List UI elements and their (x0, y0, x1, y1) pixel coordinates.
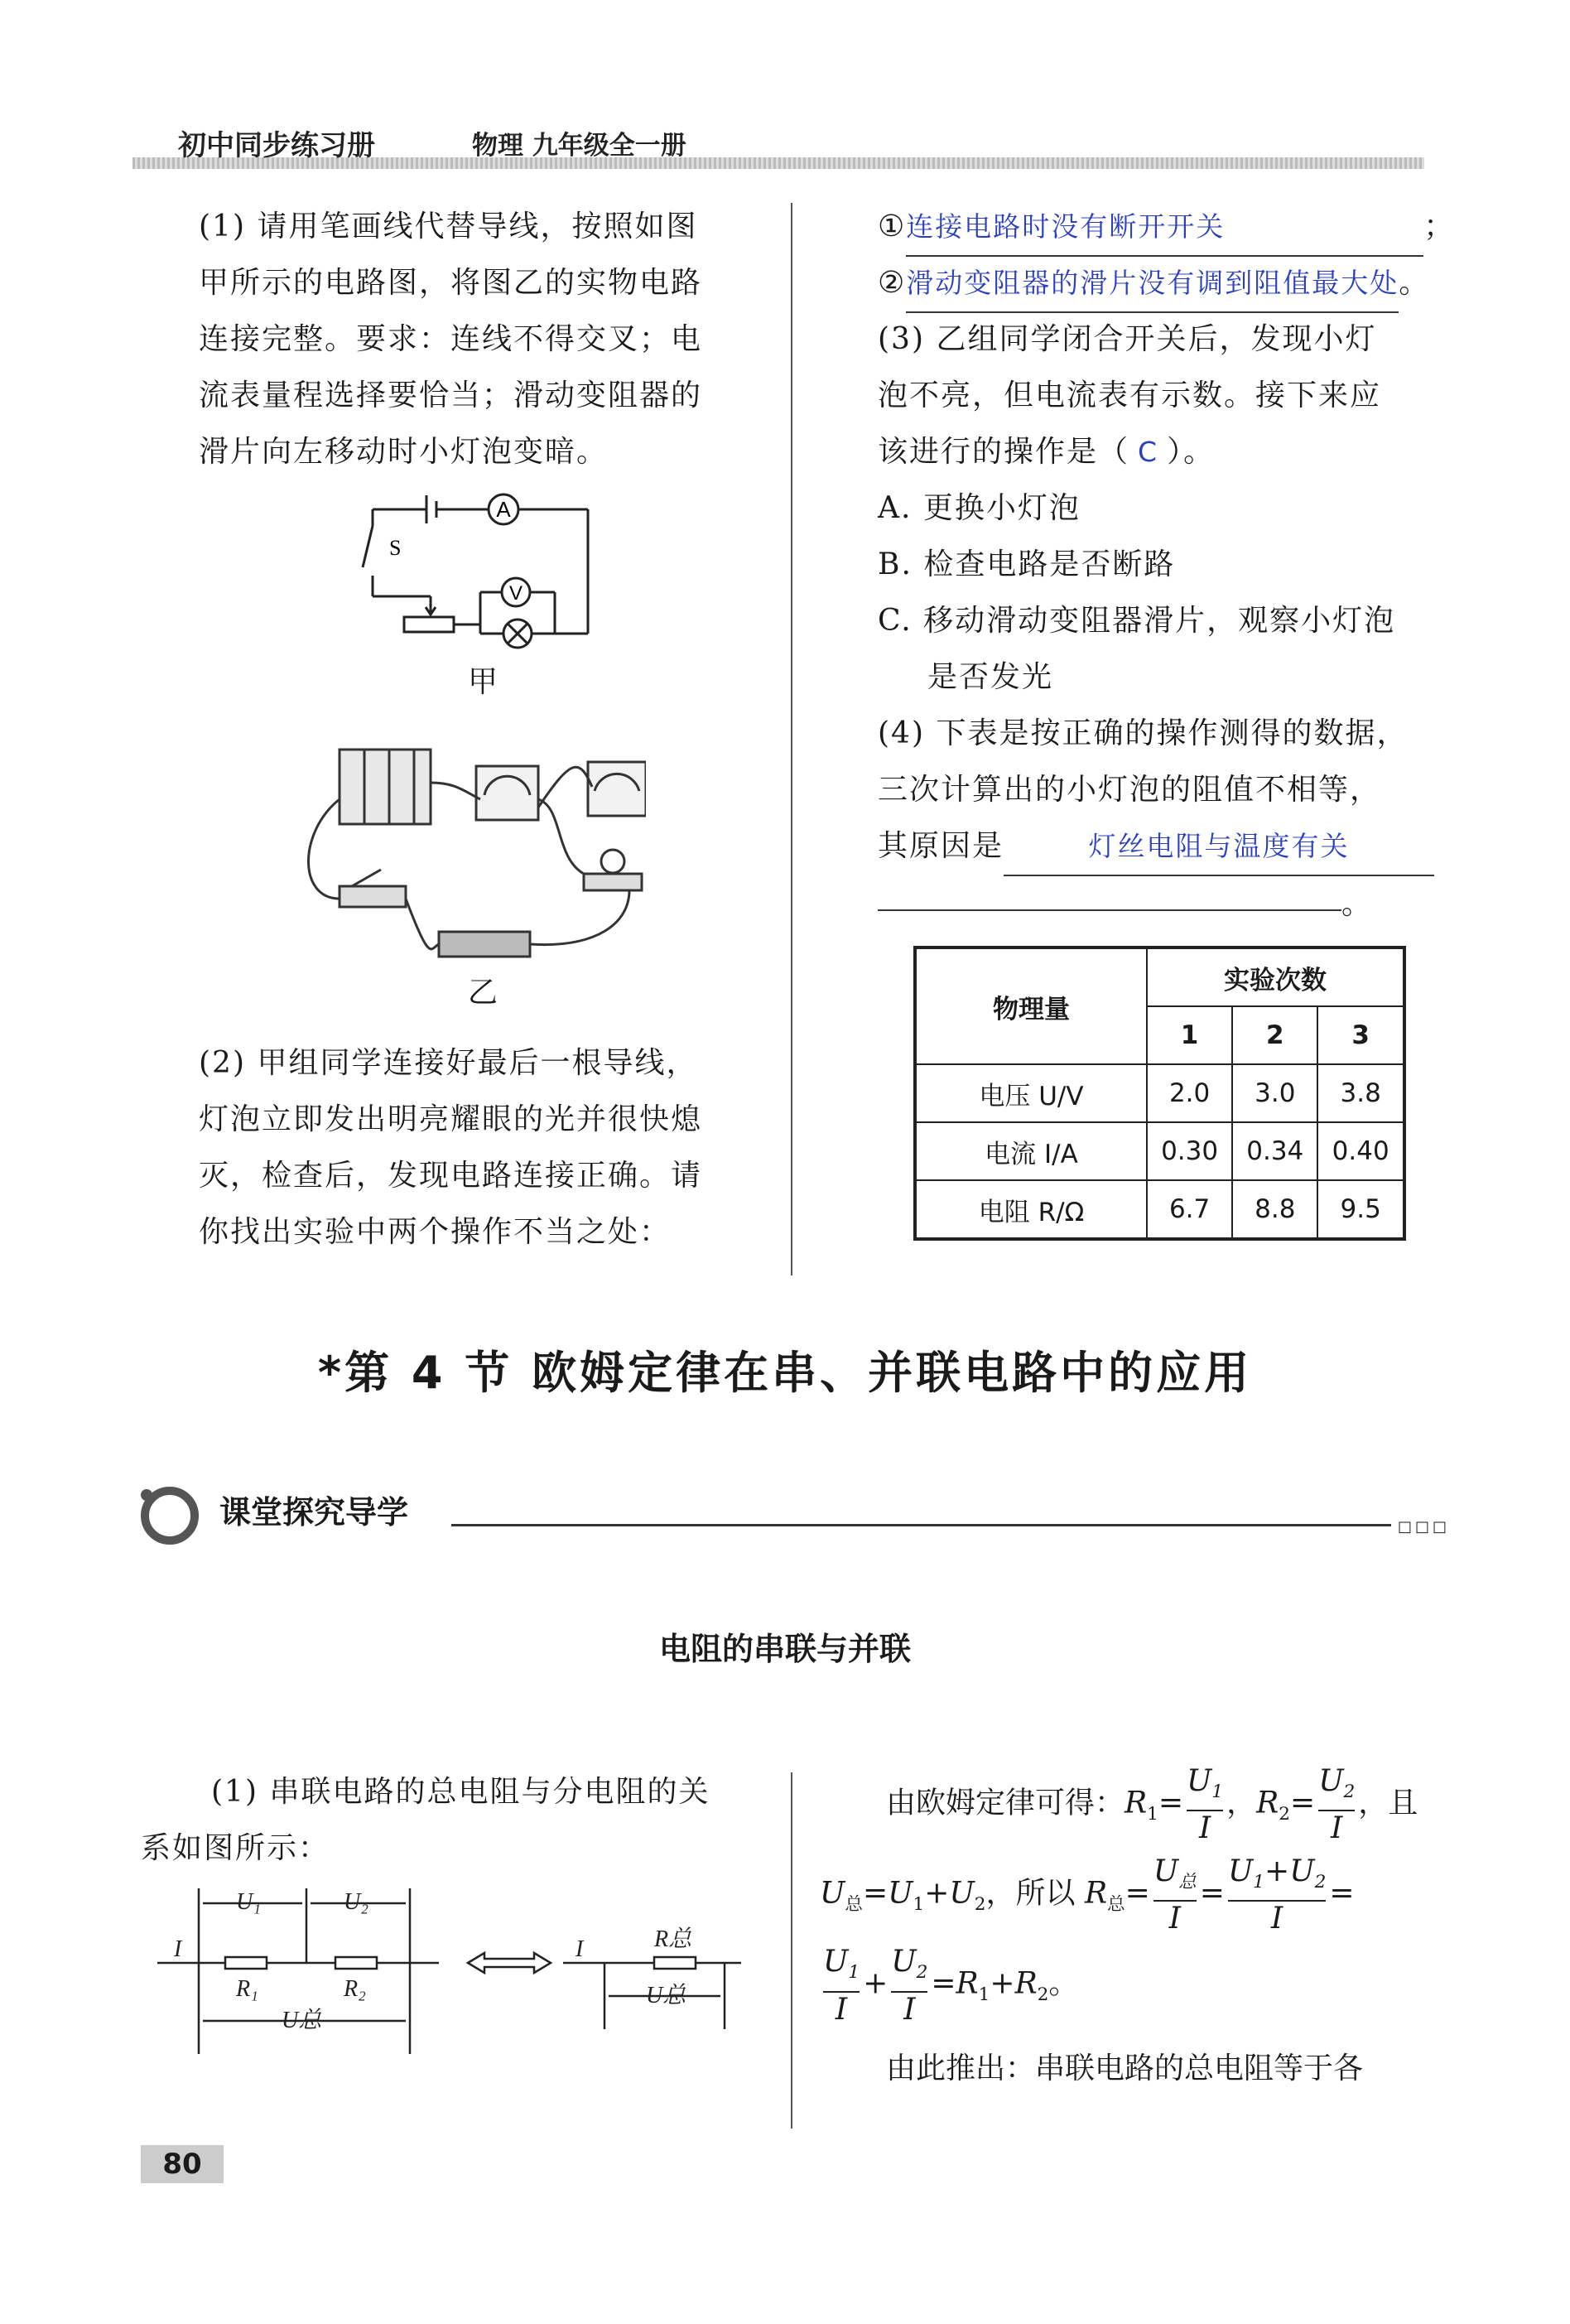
banner-title: 课堂探究导学 (219, 1494, 409, 1531)
label-u2: U₂ (344, 1889, 368, 1915)
question-3: (3) 乙组同学闭合开关后，发现小灯 泡不亮，但电流表有示数。接下来应 该进行的操作是（ C ）。 A. 更换小灯泡 B. 检查电路是否断路 C. 移动滑动变阻器滑片，观察小灯泡 是否发光 (4) 下表是按正确的操作测得的数据， 三次计算出的小灯泡的阻值不相等， 其原因是 灯丝电阻与温度有关 。 (878, 311, 1457, 933)
series-resistor-diagram (157, 1880, 770, 2062)
question-2: (2) 甲组同学连接好最后一根导线， 灯泡立即发出明亮耀眼的光并很快熄 灭，检查后，发现电路连接正确。请 你找出实验中两个操作不当之处： (199, 1046, 703, 1249)
header-trials: 实验次数 (1147, 947, 1404, 1006)
circuit-diagram-jia (356, 489, 604, 663)
table-row: 电流 I/A 0.30 0.34 0.40 (915, 1122, 1404, 1180)
header-quantity: 物理量 (915, 947, 1147, 1064)
column-divider-bottom (791, 1772, 792, 2129)
label-utotal: U总 (282, 2008, 322, 2033)
answer-1-line: ①连接电路时没有断开开关 ； (878, 199, 1457, 257)
answer-1: 连接电路时没有断开开关 (906, 199, 1423, 257)
banner-squares: □□□ (1398, 1518, 1451, 1536)
series-text: (1) 串联电路的总电阻与分电阻的关 系如图所示： (141, 1775, 710, 1865)
label-i: I (174, 1936, 182, 1962)
option-b: B. 检查电路是否断路 (878, 547, 1176, 581)
figure-yi-label: 乙 (468, 976, 500, 1010)
question-1: (1) 请用笔画线代替导线，按照如图 甲所示的电路图，将图乙的实物电路 连接完整。要求：连线不得交叉；电 流表量程选择要恰当；滑动变阻器的 滑片向左移动时小灯泡变暗。 (199, 210, 703, 469)
answer-4: 灯丝电阻与温度有关 (1004, 818, 1434, 876)
table-row: 电阻 R/Ω 6.7 8.8 9.5 (915, 1180, 1404, 1239)
data-table: 物理量 实验次数 1 2 3 电压 U/V 2.0 3.0 3.8 电流 I/A 0.30 0.34 0.40 电阻 R/Ω 6.7 8.8 9.5 (913, 946, 1406, 1241)
conclusion-text: 由此推出：串联电路的总电阻等于各 (886, 2051, 1364, 2085)
apparatus-diagram-yi (282, 733, 646, 973)
subsection-title: 电阻的串联与并联 (658, 1631, 911, 1667)
banner-rule (451, 1524, 1391, 1526)
voltmeter-label: V (508, 582, 523, 605)
banner-circle-icon (137, 1483, 203, 1549)
label-utotal-right: U总 (646, 1983, 686, 2008)
label-i-right: I (576, 1936, 584, 1962)
option-a: A. 更换小灯泡 (878, 491, 1081, 525)
label-r2: R₂ (344, 1976, 366, 2002)
page-number: 80 (141, 2145, 224, 2183)
answer-2-line: ②滑动变阻器的滑片没有调到阻值最大处。 (878, 255, 1457, 313)
column-divider (791, 203, 792, 1275)
ohm-derivation: 由欧姆定律可得：$R_1=$ $\frac{U_1}{I}$ ，$R_2=$ $\frac{U_2}{I}$ ，且 $U_总=U_1+U_2$，所以 $R_总=$ $\frac{U_总}{I}$ = $\frac{U_1+U_2}{I}$ = $\frac{U_1}{I}$ + $\frac{U_2}{I}$ $=R_1+R_2$。 由此推出：串联电路的总电阻等于各 (820, 1764, 1449, 2094)
label-u1: U₁ (236, 1889, 261, 1915)
section-title: *第 4 节 欧姆定律在串、并联电路中的应用 (317, 1347, 1253, 1399)
switch-label: S (389, 536, 402, 560)
book-subject: 物理 九年级全一册 (472, 131, 686, 161)
answer-2: 滑动变阻器的滑片没有调到阻值最大处 (906, 255, 1399, 313)
answer-3: C (1138, 436, 1159, 468)
option-c: C. 移动滑动变阻器滑片，观察小灯泡 (878, 604, 1396, 638)
label-r1: R₁ (236, 1976, 258, 2002)
ammeter-label: A (496, 497, 511, 522)
label-rtotal: R总 (654, 1926, 692, 1952)
table-row: 电压 U/V 2.0 3.0 3.8 (915, 1064, 1404, 1122)
figure-jia-label: 甲 (468, 665, 500, 699)
book-title: 初中同步练习册 (178, 129, 375, 162)
